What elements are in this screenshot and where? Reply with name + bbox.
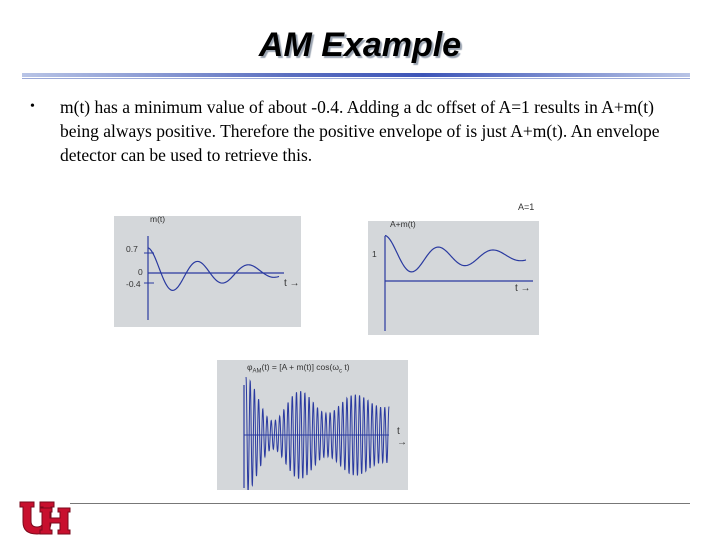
plot-am-panel	[217, 360, 408, 490]
plot-amt-svg	[368, 221, 539, 335]
plot-amt-annotation: A=1	[518, 202, 535, 212]
plot-mt-curve	[148, 248, 279, 291]
plot-mt-tick-zero-label: 0	[138, 267, 143, 277]
title-underline-thin	[22, 78, 690, 79]
title-underline	[22, 73, 690, 77]
plot-am-curve	[246, 377, 389, 490]
plot-am-svg	[217, 360, 408, 490]
plot-amt-xlabel: t →	[515, 283, 531, 294]
plot-am-ylabel: $\varphi_{AM}(t) = [A + m(t)]$ $\cos(\omega_c$ t)	[247, 362, 350, 375]
plot-amt-tick-label: 1	[372, 249, 377, 259]
plot-mt-tick-bottom-label: -0.4	[126, 279, 141, 289]
plot-mt-tick-top-label: 0.7	[126, 244, 138, 254]
uh-logo	[18, 498, 74, 543]
bullet-marker: •	[30, 99, 35, 114]
plot-amt-panel	[368, 221, 539, 335]
plot-amt-curve	[385, 235, 526, 271]
plot-amt-ylabel: A+m(t)	[390, 219, 416, 229]
bullet-text: m(t) has a minimum value of about -0.4. Adding a dc offset of A=1 results in A+m(t) being always positive. Therefore the positive envelope of is just A+m(t). An envelope detector can be used to retrieve this.	[60, 97, 660, 165]
plot-am-xlabel: t →	[397, 426, 407, 448]
plot-mt-xlabel: t →	[284, 278, 300, 289]
footer-rule	[70, 503, 690, 504]
plot-mt-panel	[114, 216, 301, 327]
plot-mt-ylabel: m(t)	[150, 214, 166, 224]
slide-title: AM Example	[258, 26, 462, 64]
